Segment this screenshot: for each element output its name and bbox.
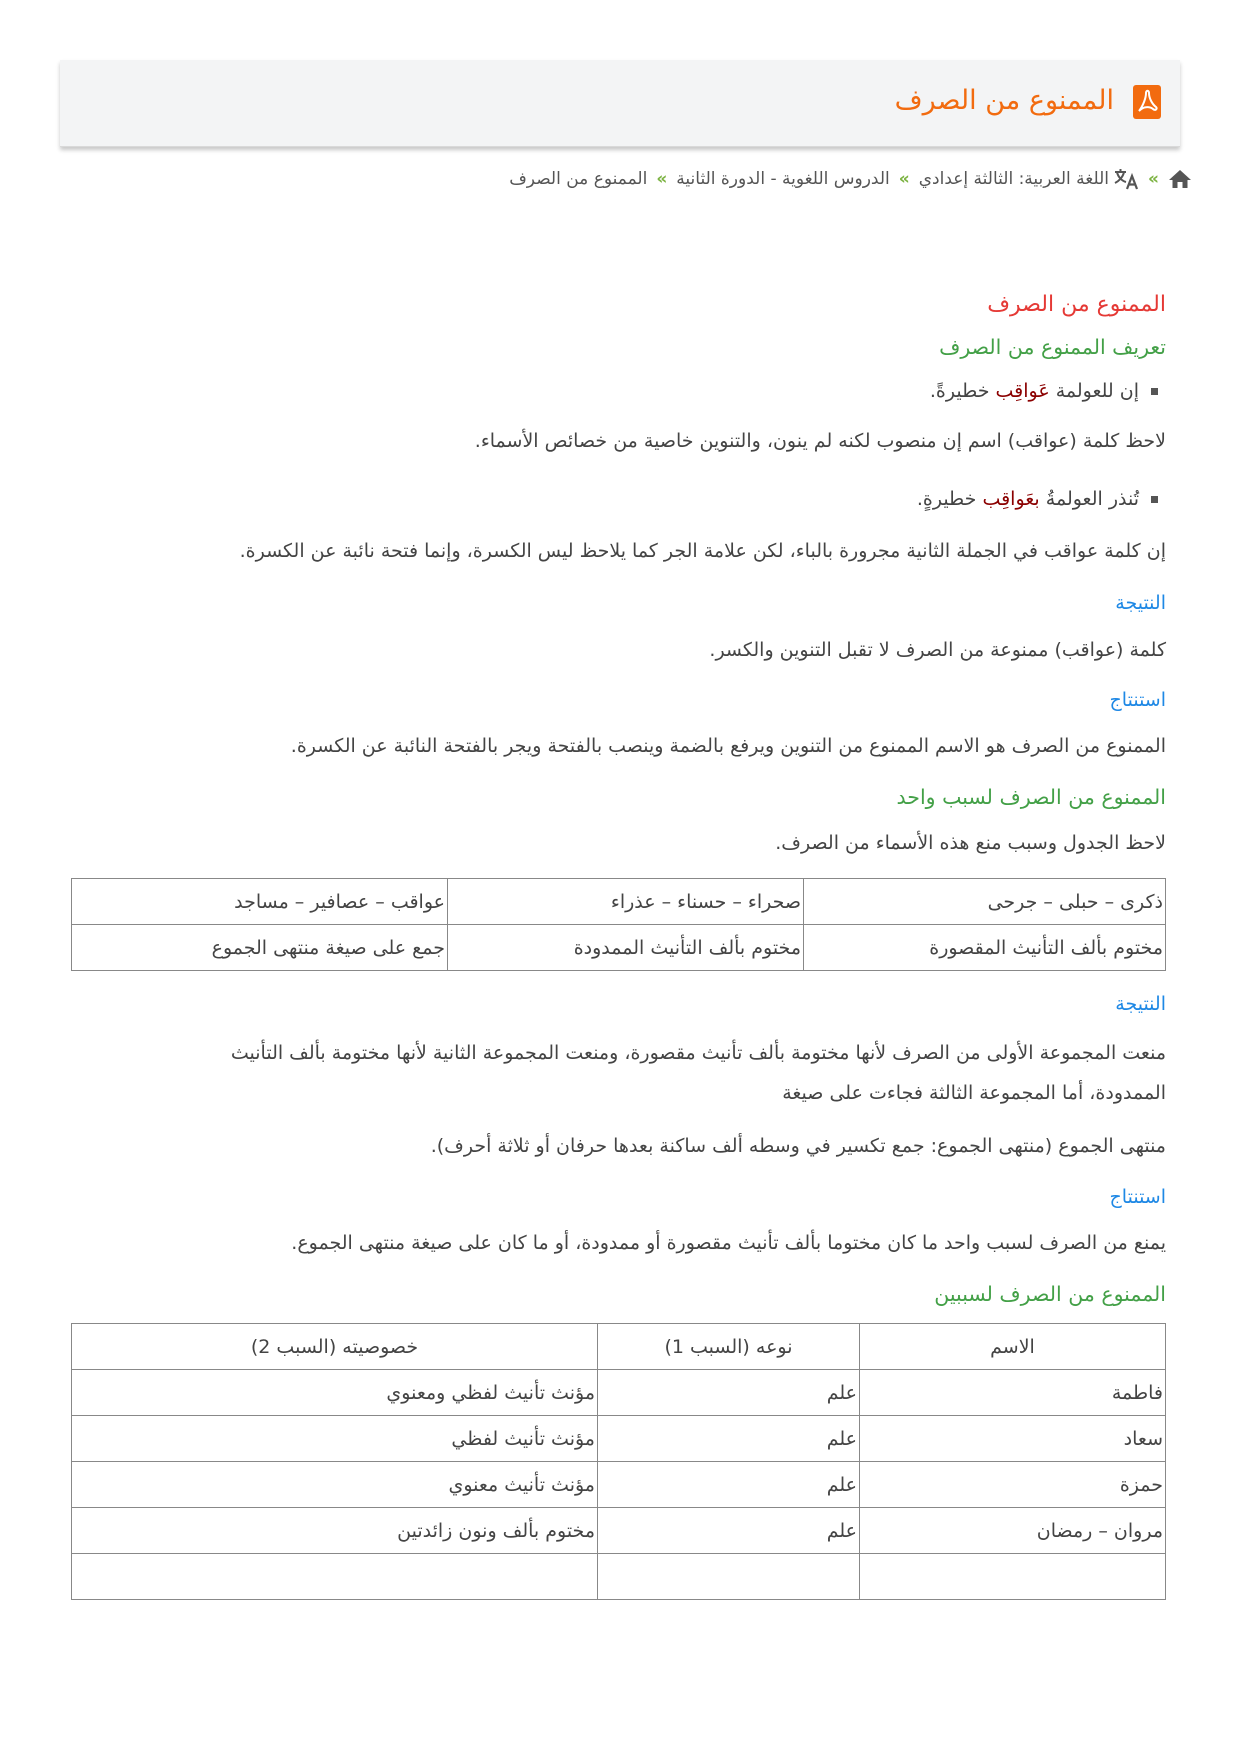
result-label: النتيجة: [1115, 993, 1166, 1015]
conclusion-label: استنتاج: [1109, 1186, 1166, 1208]
table-cell: مروان – رمضان: [860, 1508, 1166, 1554]
result-label: النتيجة: [1115, 592, 1166, 614]
table-header-cell: نوعه (السبب 1): [598, 1324, 860, 1370]
two-reasons-table: [71, 1323, 1166, 1600]
one-reason-table: [71, 878, 1166, 971]
table-cell: علم: [598, 1462, 860, 1508]
table-cell: علم: [598, 1508, 860, 1554]
page-header: [60, 60, 1180, 147]
breadcrumb: [509, 167, 1192, 191]
table-row: [72, 1462, 1166, 1508]
page-title: الممنوع من الصرف: [894, 85, 1114, 116]
table-cell: مختوم بألف التأنيث الممدودة: [448, 925, 804, 971]
table-header-cell: خصوصيته (السبب 2): [72, 1324, 598, 1370]
breadcrumb-separator: »: [898, 169, 910, 189]
paragraph: كلمة (عواقب) ممنوعة من الصرف لا تقبل التنوين والكسر.: [709, 639, 1166, 661]
table-cell: علم: [598, 1370, 860, 1416]
table-cell: مختوم بألف ونون زائدتين: [72, 1508, 598, 1554]
table-row: [72, 1416, 1166, 1462]
table-row: [72, 879, 1166, 925]
paragraph-line: الممدودة، أما المجموعة الثالثة فجاءت على صيغة: [782, 1082, 1166, 1104]
table-cell: عواقب – عصافير – مساجد: [72, 879, 448, 925]
table-row: [72, 1508, 1166, 1554]
table-cell: [72, 1554, 598, 1600]
table-cell: جمع على صيغة منتهى الجموع: [72, 925, 448, 971]
paragraph: إن كلمة عواقب في الجملة الثانية مجرورة بالباء، لكن علامة الجر كما يلاحظ ليس الكسرة، وإنما فتحة نائبة عن الكسرة.: [239, 540, 1166, 562]
breadcrumb-link-subject[interactable]: اللغة العربية: الثالثة إعدادي: [918, 169, 1110, 189]
pdf-icon: [1132, 84, 1162, 120]
table-cell: مؤنث تأنيث لفظي ومعنوي: [72, 1370, 598, 1416]
example-text: إن للعولمة عَواقِب خطيرةً.: [929, 380, 1139, 402]
paragraph: يمنع من الصرف لسبب واحد ما كان مختوما بألف تأنيث مقصورة أو ممدودة، أو ما كان على صيغة منتهى الجموع.: [291, 1232, 1166, 1254]
paragraph: الممنوع من الصرف هو الاسم الممنوع من التنوين ويرفع بالضمة وينصب بالفتحة ويجر بالفتحة النائبة عن الكسرة.: [290, 735, 1166, 757]
section-heading-two-reasons: الممنوع من الصرف لسببين: [934, 1282, 1166, 1306]
table-cell: صحراء – حسناء – عذراء: [448, 879, 804, 925]
bullet-icon: [1151, 388, 1158, 395]
table-cell: ذكرى – حبلى – جرحى: [804, 879, 1166, 925]
table-cell: مؤنث تأنيث لفظي: [72, 1416, 598, 1462]
breadcrumb-current: الممنوع من الصرف: [509, 169, 648, 189]
table-cell: فاطمة: [860, 1370, 1166, 1416]
paragraph: منتهى الجموع (منتهى الجموع: جمع تكسير في وسطه ألف ساكنة بعدها حرفان أو ثلاثة أحرف).: [430, 1135, 1166, 1157]
example-bullet: [72, 486, 1166, 512]
example-text: تُنذر العولمةُ بعَواقِب خطيرةٍ.: [916, 488, 1139, 510]
table-cell: [860, 1554, 1166, 1600]
table-cell: مختوم بألف التأنيث المقصورة: [804, 925, 1166, 971]
section-heading-one-reason: الممنوع من الصرف لسبب واحد: [896, 785, 1166, 809]
example-bullet: [72, 378, 1166, 404]
bullet-icon: [1151, 496, 1158, 503]
table-row-empty: [72, 1554, 1166, 1600]
table-row: [72, 1370, 1166, 1416]
conclusion-label: استنتاج: [1109, 689, 1166, 711]
paragraph: لاحظ كلمة (عواقب) اسم إن منصوب لكنه لم ينون، والتنوين خاصية من خصائص الأسماء.: [474, 430, 1166, 452]
table-row: [72, 925, 1166, 971]
paragraph: لاحظ الجدول وسبب منع هذه الأسماء من الصرف.: [775, 832, 1166, 854]
breadcrumb-link-lessons[interactable]: الدروس اللغوية - الدورة الثانية: [676, 169, 890, 189]
table-header-cell: الاسم: [860, 1324, 1166, 1370]
article-title: الممنوع من الصرف: [987, 292, 1166, 317]
table-cell: [598, 1554, 860, 1600]
translate-icon: [1113, 167, 1139, 191]
section-heading-definition: تعريف الممنوع من الصرف: [939, 335, 1166, 359]
home-icon[interactable]: [1168, 168, 1192, 190]
table-header-row: [72, 1324, 1166, 1370]
table-cell: سعاد: [860, 1416, 1166, 1462]
table-cell: حمزة: [860, 1462, 1166, 1508]
table-cell: مؤنث تأنيث معنوي: [72, 1462, 598, 1508]
article-content: [72, 292, 1166, 1600]
paragraph-line: منعت المجموعة الأولى من الصرف لأنها مختومة بألف تأنيث مقصورة، ومنعت المجموعة الثانية لأنها مختومة بألف التأنيث: [230, 1042, 1166, 1064]
breadcrumb-separator: »: [1148, 169, 1159, 189]
table-cell: علم: [598, 1416, 860, 1462]
breadcrumb-separator: »: [656, 169, 668, 189]
